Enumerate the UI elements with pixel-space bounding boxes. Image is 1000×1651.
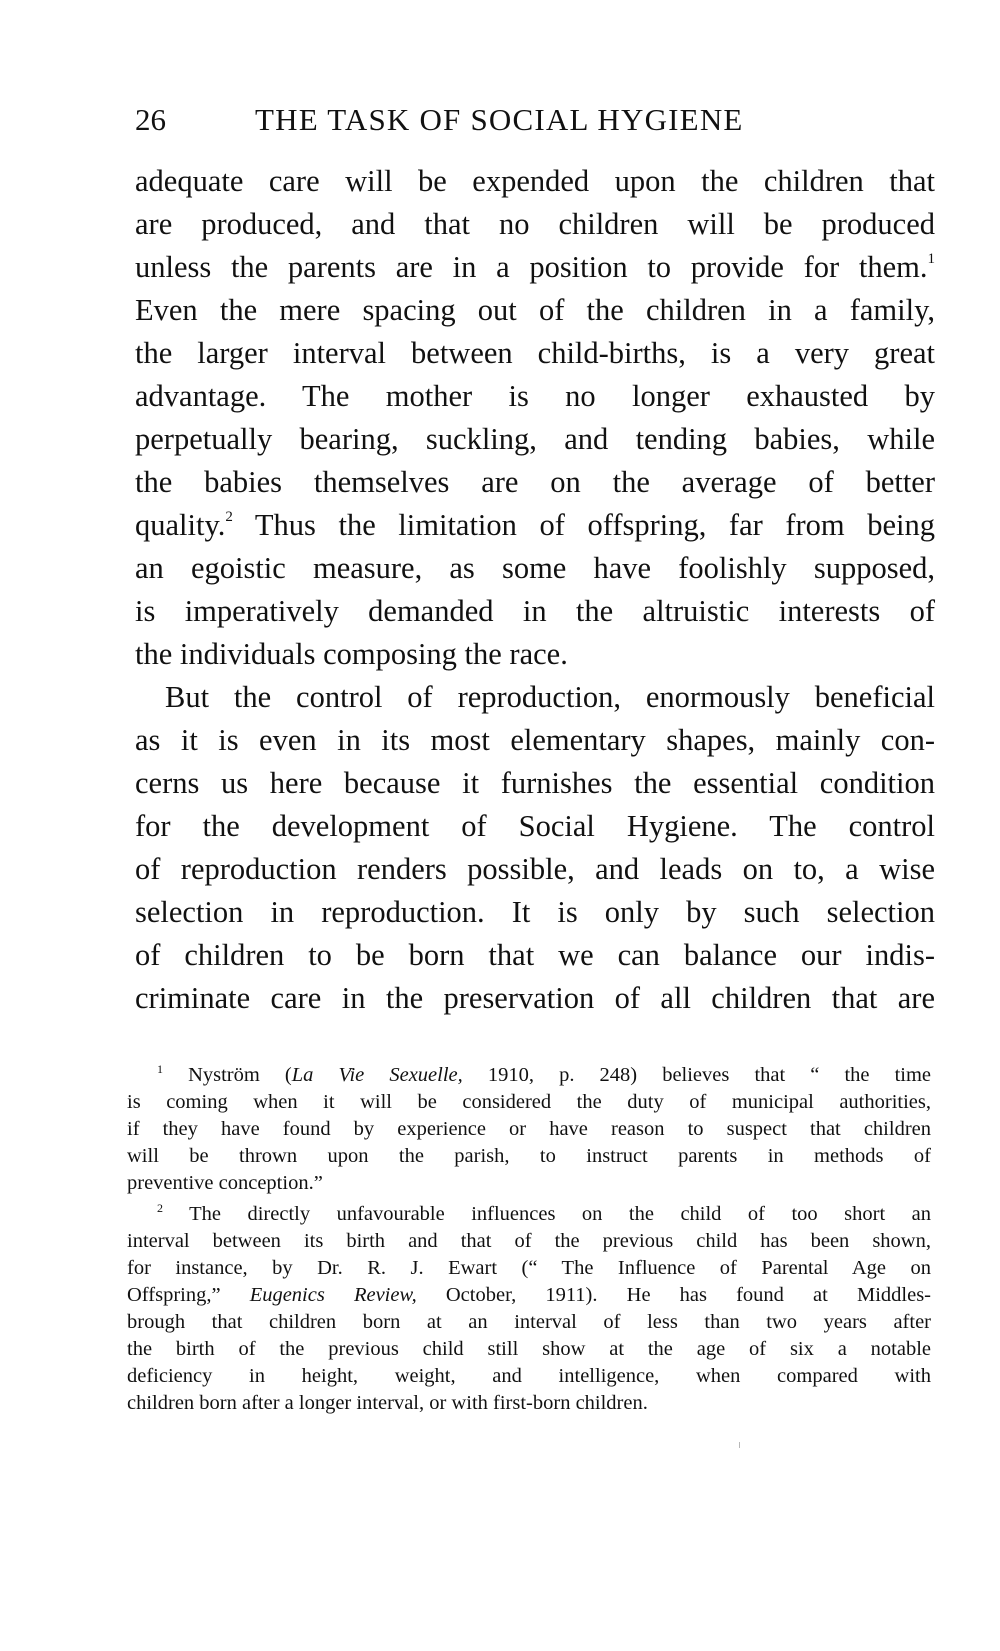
body-line-text: unless the parents are in a position to provide for them. (135, 250, 928, 284)
footnote-ref-2: 2 (225, 509, 233, 525)
body-line: as it is even in its most elementary shapes, mainly con- (135, 723, 935, 757)
cited-title: La Vie Sexuelle, (291, 1064, 463, 1086)
footnote-line: the birth of the previous child still show at the age of six a notable (127, 1338, 931, 1360)
footnote-1 (127, 1062, 931, 1197)
footnote-line: preventive conception.” (127, 1172, 323, 1194)
body-line: selection in reproduction. It is only by such selection (135, 895, 935, 929)
page-number: 26 (135, 102, 166, 137)
body-line: is imperatively demanded in the altruistic interests of (135, 594, 935, 628)
body-line: cerns us here because it furnishes the essential condition (135, 766, 935, 800)
body-line: are produced, and that no children will be produced (135, 207, 935, 241)
body-line-text: Thus the limitation of offspring, far from being (232, 508, 935, 542)
body-line: But the control of reproduction, enormously beneficial (165, 680, 935, 714)
body-line: adequate care will be expended upon the children that (135, 164, 935, 198)
footnote-line (127, 1282, 931, 1309)
footnote-2 (127, 1201, 931, 1417)
footnote-text: The directly unfavourable influences on the child of too short an (163, 1203, 931, 1225)
footnote-text: Offspring,” (127, 1284, 250, 1306)
body-text (135, 160, 935, 1020)
running-title: THE TASK OF SOCIAL HYGIENE (255, 102, 744, 137)
footnote-line: if they have found by experience or have reason to suspect that children (127, 1118, 931, 1140)
footnote-line: for instance, by Dr. R. J. Ewart (“ The Influence of Parental Age on (127, 1257, 931, 1279)
body-line (135, 504, 935, 547)
body-line: for the development of Social Hygiene. The control (135, 809, 935, 843)
footnote-text: 1910, p. 248) believes that “ the time (462, 1064, 932, 1086)
footnote-line (127, 1201, 931, 1228)
body-line: the larger interval between child-births, is a very great (135, 336, 935, 370)
footnote-text: October, 1911). He has found at Middles- (416, 1284, 931, 1306)
footnote-line: will be thrown upon the parish, to instruct parents in methods of (127, 1145, 931, 1167)
footnote-line: deficiency in height, weight, and intelligence, when compared with (127, 1365, 931, 1387)
footnote-line: brough that children born at an interval of less than two years after (127, 1311, 931, 1333)
footnote-line: is coming when it will be considered the duty of municipal authorities, (127, 1091, 931, 1113)
body-line: Even the mere spacing out of the children in a family, (135, 293, 935, 327)
body-line: criminate care in the preservation of all children that are (135, 981, 935, 1015)
body-line: the individuals composing the race. (135, 637, 568, 671)
cited-title: Eugenics Review, (249, 1284, 417, 1306)
body-line: perpetually bearing, suckling, and tending babies, while (135, 422, 935, 456)
scan-speck (739, 1442, 740, 1448)
footnote-line (127, 1062, 931, 1089)
body-line-text: quality. (135, 508, 226, 542)
footnote-marker: 1 (157, 1062, 163, 1076)
footnotes (127, 1062, 931, 1417)
body-line: of children to be born that we can balance our indis- (135, 938, 935, 972)
body-line: advantage. The mother is no longer exhausted by (135, 379, 935, 413)
footnote-text: Nyström ( (163, 1064, 292, 1086)
footnote-line: interval between its birth and that of the previous child has been shown, (127, 1230, 931, 1252)
body-line: of reproduction renders possible, and leads on to, a wise (135, 852, 935, 886)
footnote-marker: 2 (157, 1201, 163, 1215)
body-line: the babies themselves are on the average of better (135, 465, 935, 499)
page-header (135, 100, 935, 140)
body-line (135, 246, 935, 289)
footnote-line: children born after a longer interval, or with first-born children. (127, 1392, 648, 1414)
body-line: an egoistic measure, as some have foolishly supposed, (135, 551, 935, 585)
footnote-ref-1: 1 (927, 251, 935, 267)
